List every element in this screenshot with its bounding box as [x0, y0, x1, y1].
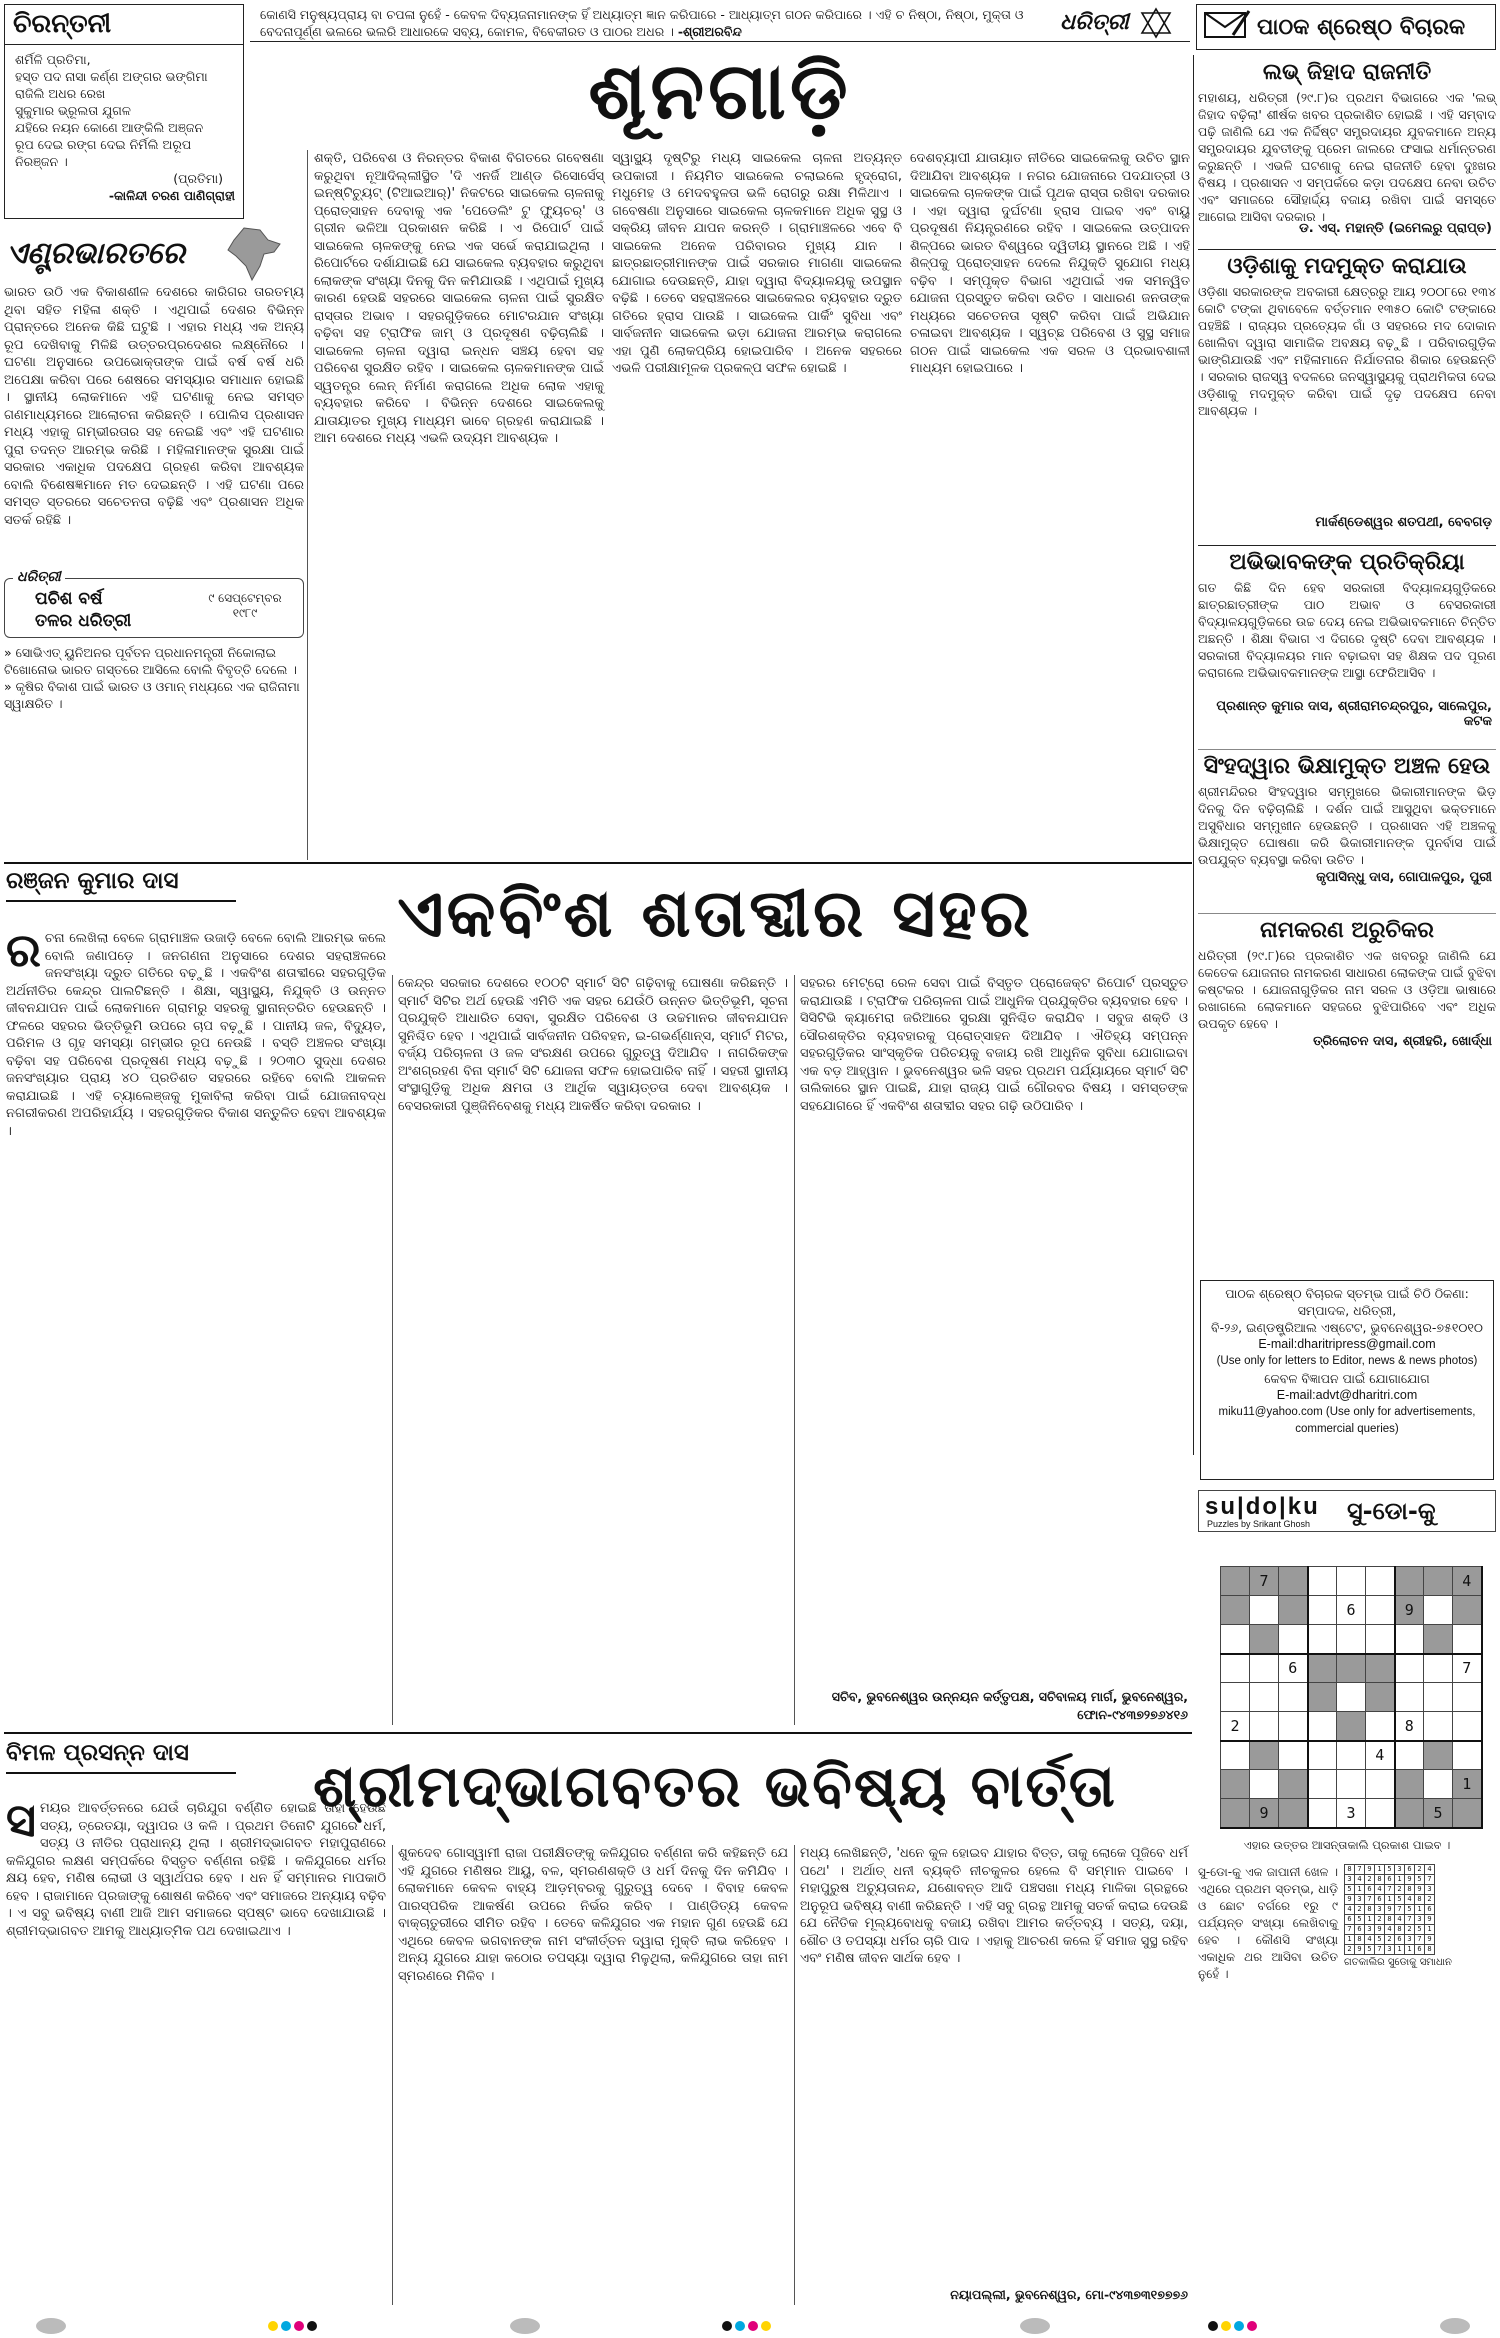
sudoku-solution-cell: 2 — [1415, 1864, 1425, 1874]
letter-body: ଓଡ଼ିଶା ସରକାରଙ୍କ ଅବକାରୀ କ୍ଷେତ୍ରରୁ ଆୟ ୨୦୦୮ରେ ୧୩୪ କୋଟି ଟଙ୍କା ଥିବାବେଳେ ବର୍ତ୍ତମାନ ୧୩୫୦ କୋଟି ଟଙ୍କାରେ ପହଞ୍ଚିଛି । ରାଜ୍ୟର ପ୍ରତ୍ୟେକ ଗାଁ ଓ ସହରରେ ମଦ ଦୋକାନ ଖୋଲିବା ଦ୍ୱାରା ସାମାଜିକ ଅବକ୍ଷୟ ବଢ଼ୁଛି । ପରିବାରଗୁଡ଼ିକ ଭାଙ୍ଗିଯାଉଛି ଏବଂ ମହିଳାମାନେ ନିର୍ଯାତନାର ଶିକାର ହେଉଛନ୍ତି । ସରକାର ରାଜସ୍ୱ ବଦଳରେ ଜନସ୍ୱାସ୍ଥ୍ୟକୁ ପ୍ରାଥମିକତା ଦେଇ ଓଡ଼ିଶାକୁ ମଦମୁକ୍ତ କରିବା ପାଇଁ ଦୃଢ଼ ପଦକ୍ଷେପ ନେବା ଆବଶ୍ୟକ । — [1198, 284, 1496, 418]
sudoku-solution-cell: 5 — [1405, 1904, 1415, 1914]
sudoku-solution-cell: 8 — [1425, 1944, 1435, 1954]
sudoku-solution-cell: 2 — [1365, 1874, 1375, 1884]
letter-sign: ପ୍ରଶାନ୍ତ କୁମାର ଦାସ, ଶ୍ରୀରାମଚନ୍ଦ୍ରପୁର, ସାଲେପୁର, କଟକ — [1216, 699, 1492, 729]
sudoku-solution-cell: 1 — [1385, 1894, 1395, 1904]
sudoku-solution-cell: 4 — [1425, 1864, 1435, 1874]
bhagabata-col-1 — [6, 1793, 386, 2305]
sudoku-solution-cell: 4 — [1355, 1874, 1365, 1884]
sudoku-solution-cell: 2 — [1345, 1944, 1355, 1954]
sudoku-solution-cell: 3 — [1385, 1944, 1395, 1954]
sudoku-rules: ସୁ-ଡୋ-କୁ ଏକ ଜାପାନୀ ଖେଳ । ଏଥିରେ ପ୍ରଥମ ସ୍ତମ୍ଭ, ଧାଡ଼ି ଓ ଛୋଟ ବର୍ଗରେ ୧ରୁ ୯ ପର୍ଯ୍ୟନ୍ତ ସଂଖ୍ୟା ଲେଖିବାକୁ ହେବ । କୌଣସି ସଂଖ୍ୟା ଏକାଧିକ ଥର ଆସିବା ଉଚିତ ନୁହେଁ । — [1198, 1864, 1338, 1981]
chirantani-poem: ଶର୍ମିଳି ପ୍ରତିମା, ହସ୍ତ ପଦ ନାସା କର୍ଣ୍ଣ ଅଙ୍ଗର ଭଙ୍ଗିମା ରାଜିଲି ଅଧର ରେଖ ସୁକୁମାର ଭ୍ରୂଲତା ଯୁଗଳ ଯହିରେ ନୟନ କୋଣେ ଆଙ୍କିଲି ଅଞ୍ଜନ ରୂପ ଦେଇ ରଙ୍ଗ ଦେଇ ନିର୍ମିଲି ଅରୂପ ନିରଞ୍ଜନ । — [15, 52, 208, 169]
sudoku-solution-cell: 7 — [1345, 1924, 1355, 1934]
sudoku-cell[interactable] — [1453, 1712, 1482, 1741]
sudoku-board-wrap — [1220, 1566, 1496, 1829]
sudoku-solution-cell: 5 — [1395, 1894, 1405, 1904]
sudoku-cell[interactable] — [1308, 1654, 1337, 1683]
sudoku-cell[interactable] — [1395, 1770, 1424, 1799]
sudoku-solution-cell: 6 — [1365, 1884, 1375, 1894]
sudoku-solution-cell: 9 — [1355, 1944, 1365, 1954]
twentyfive-years-box — [4, 569, 304, 711]
sudoku-solution-cell: 7 — [1375, 1944, 1385, 1954]
sudoku-cell[interactable] — [1424, 1770, 1453, 1799]
sudoku-cell[interactable] — [1337, 1712, 1366, 1741]
sudoku-solution-cell: 5 — [1415, 1924, 1425, 1934]
sudoku-cell[interactable] — [1250, 1596, 1279, 1625]
shunagadi-col-2 — [612, 150, 902, 860]
sudoku-solution-cell: 9 — [1365, 1864, 1375, 1874]
sudoku-solution-cell: 9 — [1425, 1934, 1435, 1944]
letter-body: ଶ୍ରୀମନ୍ଦିରର ସିଂହଦ୍ୱାର ସମ୍ମୁଖରେ ଭିକାରୀମାନଙ୍କ ଭିଡ଼ ଦିନକୁ ଦିନ ବଢ଼ିଚାଲିଛି । ଦର୍ଶନ ପାଇଁ ଆସୁଥିବା ଭକ୍ତମାନେ ଅସୁବିଧାର ସମ୍ମୁଖୀନ ହେଉଛନ୍ତି । ପ୍ରଶାସନ ଏହି ଅଞ୍ଚଳକୁ ଭିକ୍ଷାମୁକ୍ତ ଘୋଷଣା କରି ଭିକାରୀମାନଙ୍କ ପୁନର୍ବାସ ପାଇଁ ଉପଯୁକ୍ତ ବ୍ୟବସ୍ଥା କରିବା ଉଚିତ । — [1198, 784, 1496, 867]
sudoku-cell[interactable] — [1424, 1654, 1453, 1683]
sudoku-solution-cell: 9 — [1425, 1914, 1435, 1924]
ekabimsha-col-3-text: ସହରର ମେଟ୍ରୋ ରେଳ ସେବା ପାଇଁ ବିସ୍ତୃତ ପ୍ରୋଜେକ୍ଟ ରିପୋର୍ଟ ପ୍ରସ୍ତୁତ କରାଯାଉଛି । ଟ୍ରାଫିକ ପରିଚାଳନା ପାଇଁ ଆଧୁନିକ ପ୍ରଯୁକ୍ତିର ବ୍ୟବହାର ହେବ । ସିସିଟିଭି କ୍ୟାମେରା ଜରିଆରେ ସୁରକ୍ଷା ସୁନିଶ୍ଚିତ କରାଯିବ । ସବୁଜ ଶକ୍ତି ଓ ସୌରଶକ୍ତିର ବ୍ୟବହାରକୁ ପ୍ରୋତ୍ସାହନ ଦିଆଯିବ । ଐତିହ୍ୟ ସମ୍ପନ୍ନ ସହରଗୁଡ଼ିକର ସାଂସ୍କୃତିକ ପରିଚୟକୁ ବଜାୟ ରଖି ଆଧୁନିକ ସୁବିଧା ଯୋଗାଇବା ଏକ ବଡ଼ ଆହ୍ୱାନ । ଭୁବନେଶ୍ୱର ଭଳି ସହର ପ୍ରଥମ ପର୍ଯ୍ୟାୟରେ ସ୍ମାର୍ଟ ସିଟି ତାଲିକାରେ ସ୍ଥାନ ପାଇଛି, ଯାହା ରାଜ୍ୟ ପାଇଁ ଗୌରବର ବିଷୟ । ସମସ୍ତଙ୍କ ସହଯୋଗରେ ହିଁ ଏକବିଂଶ ଶତାବ୍ଦୀର ସହର ଗଢ଼ି ଉଠିପାରିବ । — [800, 976, 1188, 1114]
letter-title: ଲଭ୍ ଜିହାଦ ରାଜନୀତି — [1262, 60, 1432, 85]
sudoku-solution-cell: 4 — [1375, 1884, 1385, 1894]
sudoku-solution-cell: 1 — [1375, 1864, 1385, 1874]
sudoku-cell[interactable] — [1250, 1741, 1279, 1770]
sudoku-cell[interactable] — [1308, 1799, 1337, 1828]
sudoku-cell[interactable] — [1250, 1625, 1279, 1654]
sudoku-cell[interactable] — [1337, 1654, 1366, 1683]
sudoku-solution-cell: 3 — [1355, 1894, 1365, 1904]
sudoku-cell[interactable] — [1366, 1654, 1395, 1683]
sudoku-cell[interactable]: 3 — [1337, 1799, 1366, 1828]
sudoku-cell[interactable] — [1279, 1625, 1308, 1654]
bhagabata-col-2-text: ଶୁକଦେବ ଗୋସ୍ୱାମୀ ରାଜା ପରୀକ୍ଷିତଙ୍କୁ କଳିଯୁଗର ବର୍ଣ୍ଣନା କରି କହିଛନ୍ତି ଯେ ଏହି ଯୁଗରେ ମଣିଷର ଆୟୁ, ବଳ, ସ୍ମରଣଶକ୍ତି ଓ ଧର୍ମ ଦିନକୁ ଦିନ କମିଯିବ । ଲୋକମାନେ କେବଳ ବାହ୍ୟ ଆଡ଼ମ୍ବରକୁ ଗୁରୁତ୍ୱ ଦେବେ । ବିବାହ କେବଳ ପାରସ୍ପରିକ ଆକର୍ଷଣ ଉପରେ ନିର୍ଭର କରିବ । ପାଣ୍ଡିତ୍ୟ କେବଳ ବାକ୍‌ଚାତୁରୀରେ ସୀମିତ ରହିବ । ତେବେ କଳିଯୁଗର ଏକ ମହାନ ଗୁଣ ହେଉଛି ଯେ ଏଥିରେ କେବଳ ଭଗବାନଙ୍କ ନାମ ସଂକୀର୍ତ୍ତନ ଦ୍ୱାରା ମୁକ୍ତି ଲାଭ କରିହେବ । ଅନ୍ୟ ଯୁଗରେ ଯାହା କଠୋର ତପସ୍ୟା ଦ୍ୱାରା ମିଳୁଥିଲା, କଳିଯୁଗରେ ତାହା ନାମ ସ୍ମରଣରେ ମିଳିବ । — [398, 1846, 788, 1984]
shunagadi-headline: ଶୂନଗାଡ଼ି — [588, 47, 852, 137]
letter-body: ଧରିତ୍ରୀ (୨୯.୮)ରେ ପ୍ରକାଶିତ ଏକ ଖବରରୁ ଜାଣିଲି ଯେ କେତେକ ଯୋଜନାର ନାମକରଣ ସାଧାରଣ ଲୋକଙ୍କ ପାଇଁ ବୁଝିବା କଷ୍ଟକର । ଯୋଜନାଗୁଡ଼ିକର ନାମ ସରଳ ଓ ଓଡ଼ିଆ ଭାଷାରେ ରଖାଗଲେ ଲୋକମାନେ ସହଜରେ ବୁଝିପାରିବେ ଏବଂ ଅଧିକ ଉପକୃତ ହେବେ । — [1198, 948, 1496, 1031]
sudoku-solution-cell: 9 — [1375, 1924, 1385, 1934]
shunagadi-col-1-text: ଶକ୍ତି, ପରିବେଶ ଓ ନିରନ୍ତର ବିକାଶ ବିଗତରେ ଗବେଷଣା କରୁଥିବା ନୂଆଦିଲ୍ଲୀସ୍ଥିତ 'ଦି ଏନର୍ଜି ଆଣ୍ଡ ରିସୋର୍ସେସ୍ ଇନ୍‌ଷ୍ଟିଚ୍ୟୁଟ୍ (ଟିଆଇଆର୍)' ନିକଟରେ ସାଇକେଲ ଚାଳନାକୁ ପ୍ରୋତ୍ସାହନ ଦେବାକୁ ଏକ 'ପେଡେଲିଂ ଟୁ ଫ୍ୟୁଚର୍' ଓ ଗ୍ରୀନ ଭଳିଆ ପ୍ରକାଶନ କରିଛି । ଏ ରିପୋର୍ଟ ପାଇଁ ସାଇକେଲ ଚାଳକଙ୍କୁ ନେଇ ଏକ ସର୍ଭେ କରାଯାଇଥିଲା । ରିପୋର୍ଟରେ ଦର୍ଶାଯାଇଛି ଯେ ସାଇକେଲ ବ୍ୟବହାର କରୁଥିବା ଲୋକଙ୍କ ସଂଖ୍ୟା ଦିନକୁ ଦିନ କମିଯାଉଛି । ଏଥିପାଇଁ ମୁଖ୍ୟ କାରଣ ହେଉଛି ସହରରେ ସାଇକେଲ ଚାଳନା ପାଇଁ ସୁରକ୍ଷିତ ରାସ୍ତାର ଅଭାବ । ସହରଗୁଡ଼ିକରେ ମୋଟରଯାନ ସଂଖ୍ୟା ବଢ଼ିବା ସହ ଟ୍ରାଫିକ ଜାମ୍ ଓ ପ୍ରଦୂଷଣ ବଢ଼ିଚାଲିଛି । ସାଇକେଲ ଚାଳନା ଦ୍ୱାରା ଇନ୍ଧନ ସଞ୍ଚୟ ହେବା ସହ ପରିବେଶ ସୁରକ୍ଷିତ ରହିବ । ସାଇକେଲ ଚାଳକମାନଙ୍କ ପାଇଁ ସ୍ୱତନ୍ତ୍ର ଲେନ୍ ନିର୍ମାଣ କରାଗଲେ ଅଧିକ ଲୋକ ଏହାକୁ ବ୍ୟବହାର କରିବେ । ବିଭିନ୍ନ ଦେଶରେ ସାଇକେଲକୁ ଯାତାୟାତର ମୁଖ୍ୟ ମାଧ୍ୟମ ଭାବେ ଗ୍ରହଣ କରାଯାଇଛି । ଆମ ଦେଶରେ ମଧ୍ୟ ଏଭଳି ଉଦ୍ୟମ ଆବଶ୍ୟକ । — [314, 151, 604, 446]
sudoku-cell[interactable] — [1221, 1799, 1250, 1828]
contact-addr1: ସମ୍ପାଦକ, ଧରିତ୍ରୀ, — [1297, 1303, 1397, 1318]
sudoku-solution-cell: 7 — [1425, 1874, 1435, 1884]
letter — [1198, 918, 1496, 1068]
sudoku-solution-cell: 5 — [1385, 1864, 1395, 1874]
sudoku-cell[interactable] — [1279, 1770, 1308, 1799]
sudoku-cell[interactable] — [1366, 1625, 1395, 1654]
sudoku-solution-cell: 9 — [1415, 1884, 1425, 1894]
sudoku-solution-cell: 5 — [1345, 1884, 1355, 1894]
sudoku-solution-cell: 3 — [1395, 1864, 1405, 1874]
twentyfive-line1: ପଚିଶ ବର୍ଷ — [35, 589, 103, 609]
bhagabata-col-3-text: ମଧ୍ୟ ଲେଖିଛନ୍ତି, 'ଧନେ କୁଳ ହୋଇବ ଯାହାର ବିତ୍ତ, ତାକୁ ଲୋକେ ପୂଜିବେ ଧର୍ମ ପଥେ' । ଅର୍ଥାତ୍ ଧନୀ ବ୍ୟକ୍ତି ନୀଚକୁଳର ହେଲେ ବି ସମ୍ମାନ ପାଇବେ । ମହାପୁରୁଷ ଅଚ୍ୟୁତାନନ୍ଦ, ଯଶୋବନ୍ତ ଆଦି ପଞ୍ଚସଖା ମଧ୍ୟ ମାଳିକା ଗ୍ରନ୍ଥରେ ଅନୁରୂପ ଭବିଷ୍ୟ ବାଣୀ କରିଛନ୍ତି । ଏହି ସବୁ ଗ୍ରନ୍ଥ ଆମକୁ ସତର୍କ କରାଇ ଦେଉଛି ଯେ ନୈତିକ ମୂଲ୍ୟବୋଧକୁ ବଜାୟ ରଖିବା ଆମର କର୍ତ୍ତବ୍ୟ । ସତ୍ୟ, ଦୟା, ଶୌଚ ଓ ତପସ୍ୟା ଧର୍ମର ଚାରି ପାଦ । ଏହାକୁ ଆଚରଣ କଲେ ହିଁ ସମାଜ ସୁସ୍ଥ ରହିବ ଏବଂ ମଣିଷ ଜୀବନ ସାର୍ଥକ ହେବ । — [800, 1846, 1188, 1966]
shunagadi-col-2-text: ସ୍ୱାସ୍ଥ୍ୟ ଦୃଷ୍ଟିରୁ ମଧ୍ୟ ସାଇକେଲ ଚାଳନା ଅତ୍ୟନ୍ତ ଉପକାରୀ । ନିୟମିତ ସାଇକେଲ ଚଲାଇଲେ ହୃଦ୍‌ରୋଗ, ମଧୁମେହ ଓ ମେଦବହୁଳତା ଭଳି ରୋଗରୁ ରକ୍ଷା ମିଳିଥାଏ । ଗବେଷଣା ଅନୁସାରେ ସାଇକେଲ ଚାଳକମାନେ ଅଧିକ ସୁସ୍ଥ ଓ ସକ୍ରିୟ ଜୀବନ ଯାପନ କରନ୍ତି । ଗ୍ରାମାଞ୍ଚଳରେ ଏବେ ବି ସାଇକେଲ ଅନେକ ପରିବାରର ମୁଖ୍ୟ ଯାନ । ଛାତ୍ରଛାତ୍ରୀମାନଙ୍କ ପାଇଁ ସରକାର ମାଗଣା ସାଇକେଲ ଯୋଗାଇ ଦେଉଛନ୍ତି, ଯାହା ଦ୍ୱାରା ବିଦ୍ୟାଳୟକୁ ଉପସ୍ଥାନ ବଢ଼ିଛି । ତେବେ ସହରାଞ୍ଚଳରେ ସାଇକେଲର ବ୍ୟବହାର ଦ୍ରୁତ ଗତିରେ ହ୍ରାସ ପାଉଛି । ସାଇକେଲ ପାର୍କିଂ ସୁବିଧା ଏବଂ ସାର୍ବଜନୀନ ସାଇକେଲ ଭଡ଼ା ଯୋଜନା ଆରମ୍ଭ କରାଗଲେ ଏହା ପୁଣି ଲୋକପ୍ରିୟ ହୋଇପାରିବ । ଅନେକ ସହରରେ ଏଭଳି ପରୀକ୍ଷାମୂଳକ ପ୍ରକଳ୍ପ ସଫଳ ହୋଇଛି । — [612, 151, 902, 376]
envelope-icon — [1203, 9, 1251, 45]
letter-title: ଓଡ଼ିଶାକୁ ମଦମୁକ୍ତ କରାଯାଉ — [1227, 254, 1467, 279]
sudoku-solution-cell: 3 — [1405, 1934, 1415, 1944]
sudoku-cell[interactable] — [1308, 1596, 1337, 1625]
sudoku-cell[interactable] — [1221, 1741, 1250, 1770]
sudoku-cell[interactable] — [1424, 1567, 1453, 1596]
sudoku-solution-cell: 1 — [1355, 1884, 1365, 1894]
reader-box-title: ପାଠକ ଶ୍ରେଷ୍ଠ ବିଚାରକ — [1257, 14, 1466, 40]
sudoku-cell[interactable] — [1279, 1596, 1308, 1625]
sudoku-header — [1198, 1490, 1496, 1532]
sudoku-cell[interactable]: 1 — [1453, 1770, 1482, 1799]
sudoku-cell[interactable]: 9 — [1250, 1799, 1279, 1828]
sudoku-cell[interactable] — [1453, 1596, 1482, 1625]
sudoku-solution-cell: 2 — [1375, 1914, 1385, 1924]
sudoku-cell[interactable] — [1308, 1770, 1337, 1799]
bhagabata-sign: ନୟାପଲ୍ଲୀ, ଭୁବନେଶ୍ୱର, ମୋ-୯୪୩୭୩୧୭୭୭୬ — [950, 2287, 1188, 2302]
chirantani-poet: -କାଳିନ୍ଦୀ ଚରଣ ପାଣିଗ୍ରାହୀ — [108, 188, 235, 203]
bhagabata-dropcap: ସ — [6, 1793, 36, 1847]
sudoku-solution-cell: 9 — [1405, 1874, 1415, 1884]
sudoku-cell[interactable] — [1366, 1683, 1395, 1712]
letter-sign: ତ୍ରିଲୋଚନ ଦାସ, ଶ୍ରୀହରି, ଖୋର୍ଦ୍ଧା — [1313, 1034, 1492, 1049]
ekabimsha-signature — [800, 1688, 1188, 1726]
sudoku-cell[interactable] — [1366, 1799, 1395, 1828]
contact-addr2: ବି-୨୬, ଇଣ୍ଡଷ୍ଟ୍ରିଆଲ ଏଷ୍ଟେଟ, ଭୁବନେଶ୍ୱର-୭୫୧୦୧୦ — [1211, 1320, 1483, 1335]
sudoku-cell[interactable] — [1308, 1741, 1337, 1770]
contact-email1-note: (Use only for letters to Editor, news & news photos) — [1216, 1355, 1478, 1367]
sudoku-cell[interactable] — [1424, 1596, 1453, 1625]
chevron-right-icon: » — [4, 679, 16, 694]
sudoku-solution-cell: 7 — [1365, 1894, 1375, 1904]
sudoku-solution-cell: 7 — [1395, 1904, 1405, 1914]
sudoku-cell[interactable]: 9 — [1395, 1596, 1424, 1625]
ekabimsha-author: ରଞ୍ଜନ କୁମାର ଦାସ — [6, 868, 236, 902]
sudoku-bottom — [1198, 1864, 1496, 1983]
sudoku-cell[interactable] — [1308, 1712, 1337, 1741]
chevron-right-icon: » — [4, 645, 16, 660]
sudoku-cell[interactable] — [1279, 1741, 1308, 1770]
sudoku-solution-cell: 2 — [1385, 1934, 1395, 1944]
sudoku-solution-cell: 3 — [1345, 1874, 1355, 1884]
sudoku-caption: ଏହାର ଉତ୍ତର ଆସନ୍ତାକାଲି ପ୍ରକାଶ ପାଇବ । — [1243, 1837, 1451, 1852]
sudoku-prev — [1344, 1864, 1452, 1983]
contact-box — [1200, 1280, 1494, 1480]
sudoku-solution-cell: 6 — [1395, 1934, 1405, 1944]
sudoku-cell[interactable] — [1337, 1741, 1366, 1770]
sudoku-cell[interactable] — [1221, 1683, 1250, 1712]
sudoku-cell[interactable] — [1395, 1625, 1424, 1654]
chirantani-title: ଚିରନ୍ତନୀ — [5, 5, 243, 45]
sudoku-cell[interactable] — [1366, 1770, 1395, 1799]
sudoku-cell[interactable] — [1395, 1799, 1424, 1828]
ekabimsha-sign: ସଚିବ, ଭୁବନେଶ୍ୱର ଉନ୍ନୟନ କର୍ତ୍ତୃପକ୍ଷ, ସଚିବାଳୟ ମାର୍ଗ, ଭୁବନେଶ୍ୱର, — [831, 1689, 1188, 1704]
letter-body: ମହାଶୟ, ଧରିତ୍ରୀ (୨୯.୮)ର ପ୍ରଥମ ବିଭାଗରେ ଏକ 'ଲଭ୍ ଜିହାଦ ବଢ଼ିଲା' ଶୀର୍ଷକ ଖବର ପ୍ରକାଶିତ ହୋଇଛି । ଏହି ସମ୍ବାଦ ପଢ଼ି ଜାଣିଲି ଯେ ଏକ ନିର୍ଦ୍ଦିଷ୍ଟ ସମ୍ପ୍ରଦାୟର ଯୁବକମାନେ ଅନ୍ୟ ସମ୍ପ୍ରଦାୟର ଯୁବତୀଙ୍କୁ ପ୍ରେମ ଜାଲରେ ଫସାଇ ଧର୍ମାନ୍ତରଣ କରୁଛନ୍ତି । ଏଭଳି ଘଟଣାକୁ ନେଇ ରାଜନୀତି ହେବା ଦୁଃଖର ବିଷୟ । ପ୍ରଶାସନ ଏ ସମ୍ପର୍କରେ କଡ଼ା ପଦକ୍ଷେପ ନେବା ଉଚିତ ଏବଂ ସମାଜରେ ସୌହାର୍ଦ୍ଦ୍ୟ ବଜାୟ ରଖିବା ପାଇଁ ସମସ୍ତେ ଆଗେଇ ଆସିବା ଦରକାର । — [1198, 90, 1496, 224]
bharat-title: ଏଣ୍ଟ୍ରଭାରତରେ — [6, 236, 185, 271]
sudoku-cell[interactable] — [1221, 1770, 1250, 1799]
sudoku-cell[interactable] — [1366, 1712, 1395, 1741]
sudoku-cell[interactable] — [1221, 1596, 1250, 1625]
sudoku-board[interactable] — [1220, 1566, 1483, 1829]
ekabimsha-headline: ଏକବିଂଶ ଶତାବ୍ଦୀର ସହର — [397, 875, 1033, 952]
sudoku-cell[interactable] — [1395, 1567, 1424, 1596]
reader-box-header — [1196, 4, 1496, 50]
letter-body: ଗତ କିଛି ଦିନ ହେବ ସରକାରୀ ବିଦ୍ୟାଳୟଗୁଡ଼ିକରେ ଛାତ୍ରଛାତ୍ରୀଙ୍କ ପାଠ ଅଭାବ ଓ ବେସରକାରୀ ବିଦ୍ୟାଳୟଗୁଡ଼ିକରେ ଉଚ୍ଚ ଦେୟ ନେଇ ଅଭିଭାବକମାନେ ଚିନ୍ତିତ ଅଛନ୍ତି । ଶିକ୍ଷା ବିଭାଗ ଏ ଦିଗରେ ଦୃଷ୍ଟି ଦେବା ଆବଶ୍ୟକ । ସରକାରୀ ବିଦ୍ୟାଳୟର ମାନ ବଢ଼ାଇବା ସହ ଶିକ୍ଷକ ପଦ ପୂରଣ କରାଗଲେ ଅଭିଭାବକମାନଙ୍କ ଆସ୍ଥା ଫେରିଆସିବ । — [1198, 580, 1496, 680]
ekabimsha-phone: ଫୋନ-୯୪୩୭୨୭୬୪୧୬ — [1077, 1707, 1188, 1722]
sudoku-solution-cell: 9 — [1345, 1894, 1355, 1904]
sudoku-cell[interactable] — [1250, 1654, 1279, 1683]
sudoku-cell[interactable] — [1337, 1625, 1366, 1654]
sudoku-cell[interactable] — [1308, 1683, 1337, 1712]
sudoku-cell[interactable] — [1279, 1799, 1308, 1828]
shunagadi-col-3 — [910, 150, 1190, 860]
sudoku-solution-cell: 1 — [1395, 1874, 1405, 1884]
sudoku-cell[interactable]: 7 — [1250, 1567, 1279, 1596]
letter — [1198, 550, 1496, 750]
sudoku-solution-cell: 3 — [1415, 1914, 1425, 1924]
sudoku-cell[interactable]: 5 — [1424, 1799, 1453, 1828]
sudoku-solution-cell: 2 — [1425, 1894, 1435, 1904]
quote-text: କୋଣସି ମନୁଷ୍ୟପ୍ରାୟ ବା ଚପଳା ନୁହେଁ - କେବଳ ଦିବ୍ୟଜନାମାନଙ୍କ ହିଁ ଅଧ୍ୟାତ୍ମ ଜ୍ଞାନ କରିପାରେ - ଆଧ୍ୟାତ୍ମ ଗଠନ କରିପାରେ । ଏହି ଚ ନିଷ୍ଠା, ନିଷ୍ଠା, ମୁକ୍ତା ଓ ବେଦନାପୂର୍ଣ୍ଣ ଭଲରେ ଭଲରି ଆଧାରକେ ସବ୍ୟ, କୋମଳ, ବିବେକୀରତ ଓ ପାଠର ଅଧର । -ଶ୍ରୀଅରବିନ୍ଦ — [260, 7, 1024, 39]
sudoku-solution-cell: 4 — [1345, 1904, 1355, 1914]
sudoku-solution-cell: 7 — [1415, 1934, 1425, 1944]
sudoku-solution-cell: 1 — [1345, 1934, 1355, 1944]
contact-email1[interactable]: E-mail:dharitripress@gmail.com — [1258, 1337, 1436, 1351]
letter-title: ଅଭିଭାବକଙ୍କ ପ୍ରତିକ୍ରିୟା — [1229, 550, 1465, 575]
letter-title: ସିଂହଦ୍ୱାର ଭିକ୍ଷାମୁକ୍ତ ଅଞ୍ଚଳ ହେଉ — [1203, 754, 1491, 779]
sudoku-solution-cell: 8 — [1395, 1924, 1405, 1934]
sudoku-solution-cell: 4 — [1365, 1934, 1375, 1944]
sudoku-cell[interactable] — [1337, 1770, 1366, 1799]
sudoku-cell[interactable] — [1424, 1625, 1453, 1654]
sudoku-cell[interactable] — [1221, 1654, 1250, 1683]
sudoku-cell[interactable] — [1424, 1741, 1453, 1770]
sudoku-cell[interactable] — [1279, 1683, 1308, 1712]
ekabimsha-col-1 — [6, 923, 386, 1725]
ekabimsha-dropcap: ର — [6, 923, 41, 977]
sudoku-cell[interactable] — [1337, 1567, 1366, 1596]
letter — [1198, 254, 1496, 546]
twentyfive-line2: ତଳର ଧରିତ୍ରୀ — [35, 611, 132, 631]
sudoku-solution-cell: 1 — [1405, 1944, 1415, 1954]
shunagadi-col-3-text: ଦେଶବ୍ୟାପୀ ଯାତାୟାତ ନୀତିରେ ସାଇକେଲକୁ ଉଚିତ ସ୍ଥାନ ଦିଆଯିବା ଆବଶ୍ୟକ । ନଗର ଯୋଜନାରେ ପଦଯାତ୍ରୀ ଓ ସାଇକେଲ ଚାଳକଙ୍କ ପାଇଁ ପୃଥକ ରାସ୍ତା ରଖିବା ଦରକାର । ଏହା ଦ୍ୱାରା ଦୁର୍ଘଟଣା ହ୍ରାସ ପାଇବ ଏବଂ ବାୟୁ ପ୍ରଦୂଷଣ ନିୟନ୍ତ୍ରଣରେ ରହିବ । ସାଇକେଲ ଉତ୍ପାଦନ ଶିଳ୍ପରେ ଭାରତ ବିଶ୍ୱରେ ଦ୍ୱିତୀୟ ସ୍ଥାନରେ ଅଛି । ଏହି ଶିଳ୍ପକୁ ପ୍ରୋତ୍ସାହନ ଦେଲେ ନିଯୁକ୍ତି ସୁଯୋଗ ମଧ୍ୟ ବଢ଼ିବ । ସମ୍ପୃକ୍ତ ବିଭାଗ ଏଥିପାଇଁ ଏକ ସମନ୍ୱିତ ଯୋଜନା ପ୍ରସ୍ତୁତ କରିବା ଉଚିତ । ସାଧାରଣ ଜନତାଙ୍କ ମଧ୍ୟରେ ସଚେତନତା ସୃଷ୍ଟି କରିବା ପାଇଁ ଅଭିଯାନ ଚଳାଇବା ଆବଶ୍ୟକ । ସ୍ୱଚ୍ଛ ପରିବେଶ ଓ ସୁସ୍ଥ ସମାଜ ଗଠନ ପାଇଁ ସାଇକେଲ ଏକ ସରଳ ଓ ପ୍ରଭାବଶାଳୀ ମାଧ୍ୟମ ହୋଇପାରେ । — [910, 151, 1190, 376]
sudoku-solution-cell: 3 — [1365, 1924, 1375, 1934]
sudoku-cell[interactable]: 4 — [1453, 1567, 1482, 1596]
letter-sign: ମାର୍କଣ୍ଡେଶ୍ୱର ଶତପଥୀ, ବେବଗଡ଼ — [1315, 515, 1492, 530]
sudoku-solution-cell: 6 — [1345, 1914, 1355, 1924]
sudoku-cell[interactable] — [1308, 1567, 1337, 1596]
sudoku-solution-cell: 5 — [1355, 1914, 1365, 1924]
sudoku-solution-cell: 3 — [1425, 1884, 1435, 1894]
bharat-body-text: ଭାରତ ଉଠି ଏକ ବିକାଶଶୀଳ ଦେଶରେ କାରିଗର ତାରତମ୍ୟ ଥିବା ସହିତ ମହିଳା ଶକ୍ତି । ଏଥିପାଇଁ ଦେଶର ବିଭିନ୍ନ ପ୍ରାନ୍ତରେ ଅନେକ କିଛି ଘଟୁଛି । ଏହାର ମଧ୍ୟ ଏକ ଅନ୍ୟ ରୂପ ଦେଖିବାକୁ ମିଳିଛି ଉତ୍ତରପ୍ରଦେଶର ଲକ୍ଷ୍ନୌରେ । ଘଟଣା ଅନୁସାରେ ଉପଭୋକ୍ତାଙ୍କ ପାଇଁ ବର୍ଷ ବର୍ଷ ଧରି ଅପେକ୍ଷା କରିବା ପରେ ଶେଷରେ ସମସ୍ୟାର ସମାଧାନ ହୋଇଛି । ସ୍ଥାନୀୟ ଲୋକମାନେ ଏହି ଘଟଣାକୁ ନେଇ ସମସ୍ତ ଗଣମାଧ୍ୟମରେ ଆଲୋଚନା କରିଛନ୍ତି । ପୋଲିସ ପ୍ରଶାସନ ମଧ୍ୟ ଏହାକୁ ଗମ୍ଭୀରତାର ସହ ନେଇଛି ଏବଂ ଏହି ଘଟଣାର ପୁରା ତଦନ୍ତ ଆରମ୍ଭ କରିଛି । ମହିଳାମାନଙ୍କ ସୁରକ୍ଷା ପାଇଁ ସରକାର ଏକାଧିକ ପଦକ୍ଷେପ ଗ୍ରହଣ କରିବା ଆବଶ୍ୟକ ବୋଲି ବିଶେଷଜ୍ଞମାନେ ମତ ଦେଇଛନ୍ତି । ଏହି ଘଟଣା ପରେ ସମସ୍ତ ସ୍ତରରେ ସଚେତନତା ବଢ଼ିଛି ଏବଂ ପ୍ରଶାସନ ଅଧିକ ସତର୍କ ରହିଛି । — [4, 285, 304, 528]
star-emblem-icon — [1140, 8, 1172, 42]
letters-column — [1198, 56, 1496, 1276]
bhagabata-author: ବିମଳ ପ୍ରସନ୍ନ ଦାସ — [6, 1740, 236, 1774]
contact-email3[interactable]: miku11@yahoo.com (Use only for advertisements, commercial queries) — [1218, 1406, 1476, 1435]
sudoku-solution-cell: 5 — [1365, 1944, 1375, 1954]
sudoku-solution-cell: 5 — [1375, 1934, 1385, 1944]
sudoku-brand: su|do|ku — [1205, 1493, 1320, 1520]
sudoku-cell[interactable] — [1395, 1741, 1424, 1770]
sudoku-solution-cell: 6 — [1405, 1864, 1415, 1874]
sudoku-cell[interactable] — [1366, 1596, 1395, 1625]
sudoku-solution-cell: 1 — [1415, 1904, 1425, 1914]
sudoku-cell[interactable] — [1424, 1712, 1453, 1741]
sudoku-cell[interactable] — [1337, 1683, 1366, 1712]
sudoku-solution-cell: 2 — [1405, 1924, 1415, 1934]
sudoku-solution-cell: 8 — [1385, 1914, 1395, 1924]
sudoku-solution-cell: 6 — [1385, 1874, 1395, 1884]
sudoku-cell[interactable] — [1221, 1625, 1250, 1654]
shunagadi-col-1 — [314, 150, 604, 860]
sudoku-solution-cell: 4 — [1385, 1924, 1395, 1934]
sudoku-cell[interactable] — [1395, 1683, 1424, 1712]
twentyfive-item: » କୃଷିର ବିକାଶ ପାଇଁ ଭାରତ ଓ ଓମାନ୍ ମଧ୍ୟରେ ଏକ ରାଜିନାମା ସ୍ୱାକ୍ଷରିତ । — [4, 679, 300, 711]
sudoku-solution-cell: 9 — [1385, 1904, 1395, 1914]
sudoku-cell[interactable]: 7 — [1453, 1654, 1482, 1683]
sudoku-cell[interactable] — [1453, 1683, 1482, 1712]
dharitri-logo: ଧରିତ୍ରୀ — [1060, 10, 1129, 35]
sudoku-cell[interactable]: 4 — [1366, 1741, 1395, 1770]
letter — [1198, 754, 1496, 914]
ekabimsha-col-2 — [398, 975, 788, 1725]
sudoku-solution-cell: 3 — [1375, 1904, 1385, 1914]
bharat-title-row — [4, 226, 304, 284]
sudoku-cell[interactable]: 8 — [1395, 1712, 1424, 1741]
sudoku-cell[interactable] — [1250, 1770, 1279, 1799]
sudoku-solution-cell: 8 — [1355, 1934, 1365, 1944]
ekabimsha-col-3 — [800, 975, 1188, 1685]
bhagabata-col-1-text: ମୟର ଆବର୍ତ୍ତନରେ ଯେଉଁ ଚାରିଯୁଗ ବର୍ଣ୍ଣିତ ହୋଇଛି ତାହା ହେଉଛି ସତ୍ୟ, ତ୍ରେତୟା, ଦ୍ୱାପର ଓ କଳି । ପ୍ରଥମ ତିନୋଟି ଯୁଗରେ ଧର୍ମ, ସତ୍ୟ ଓ ନୀତିର ପ୍ରାଧାନ୍ୟ ଥିଲା । ଶ୍ରୀମଦ୍‌ଭାଗବତ ମହାପୁରାଣରେ କଳିଯୁଗର ଲକ୍ଷଣ ସମ୍ପର୍କରେ ବିସ୍ତୃତ ବର୍ଣ୍ଣନା ରହିଛି । କଳିଯୁଗରେ ଧର୍ମର କ୍ଷୟ ହେବ, ମଣିଷ ଲୋଭୀ ଓ ସ୍ୱାର୍ଥପର ହେବ । ଧନ ହିଁ ସମ୍ମାନର ମାପକାଠି ହେବ । ରାଜାମାନେ ପ୍ରଜାଙ୍କୁ ଶୋଷଣ କରିବେ ଏବଂ ସମାଜରେ ଅନ୍ୟାୟ ବଢ଼ିବ । ଏ ସବୁ ଭବିଷ୍ୟ ବାଣୀ ଆଜି ଆମ ସମାଜରେ ସ୍ପଷ୍ଟ ଭାବେ ଦେଖାଯାଉଛି । ଶ୍ରୀମଦ୍‌ଭାଗବତ ଆମକୁ ଆଧ୍ୟାତ୍ମିକ ପଥ ଦେଖାଇଥାଏ । — [6, 1801, 386, 1939]
chirantani-box — [4, 4, 244, 219]
sudoku-cell[interactable]: 6 — [1279, 1654, 1308, 1683]
sudoku-solution-cell: 6 — [1425, 1904, 1435, 1914]
sudoku-solution-cell: 4 — [1395, 1914, 1405, 1924]
sudoku-cell[interactable]: 2 — [1221, 1712, 1250, 1741]
sudoku-cell[interactable] — [1453, 1799, 1482, 1828]
sudoku-solution-cell: 1 — [1395, 1944, 1405, 1954]
sudoku-cell[interactable] — [1250, 1712, 1279, 1741]
sudoku-cell[interactable] — [1395, 1654, 1424, 1683]
sudoku-solution-cell: 1 — [1425, 1924, 1435, 1934]
sudoku-panel — [1198, 1490, 1496, 2310]
sudoku-byline: Puzzles by Srikant Ghosh — [1207, 1519, 1311, 1529]
sudoku-solution-cell: 6 — [1375, 1894, 1385, 1904]
sudoku-cell[interactable] — [1308, 1625, 1337, 1654]
twentyfive-item: » ସୋଭିଏତ୍ ୟୁନିଅନର ପୂର୍ବତନ ପ୍ରଧାନମନ୍ତ୍ରୀ ନିକୋଲାଇ ଟିଖୋନୋଭ ଭାରତ ଗସ୍ତରେ ଆସିଲେ ବୋଲି ବିବୃତ୍ତି ଦେଲେ । — [4, 645, 297, 677]
sudoku-solution-cell: 8 — [1365, 1904, 1375, 1914]
sudoku-solution-cell: 8 — [1345, 1864, 1355, 1874]
sudoku-cell[interactable] — [1279, 1712, 1308, 1741]
sudoku-cell[interactable] — [1250, 1683, 1279, 1712]
sudoku-cell[interactable] — [1424, 1683, 1453, 1712]
sudoku-prev-caption: ଗତକାଲିର ସୁଡୋକୁ ସମାଧାନ — [1344, 1956, 1452, 1968]
sudoku-solution-cell: 7 — [1405, 1914, 1415, 1924]
letter-title: ନାମକରଣ ଅରୁଚିକର — [1260, 918, 1434, 943]
sudoku-solution-cell: 8 — [1405, 1884, 1415, 1894]
ekabimsha-col-1-text: ଚନା ଲେଖିଲା ବେଳେ ଗ୍ରାମାଞ୍ଚଳ ଉଜାଡ଼ି ବେଳେ ବୋଲି ଆରମ୍ଭ କଲେ ବୋଲି ଜଣାପଡ଼େ । ଜନଗଣନା ଅନୁସାରେ ଦେଶର ସହରାଞ୍ଚଳରେ ଜନସଂଖ୍ୟା ଦ୍ରୁତ ଗତିରେ ବଢ଼ୁଛି । ଏକବିଂଶ ଶତାବ୍ଦୀରେ ସହରଗୁଡ଼ିକ ଅର୍ଥନୀତିର କେନ୍ଦ୍ର ପାଲଟିଛନ୍ତି । ଶିକ୍ଷା, ସ୍ୱାସ୍ଥ୍ୟ, ନିଯୁକ୍ତି ଓ ଉନ୍ନତ ଜୀବନଯାପନ ପାଇଁ ଲୋକମାନେ ଗ୍ରାମରୁ ସହରକୁ ସ୍ଥାନାନ୍ତରିତ ହେଉଛନ୍ତି । ଫଳରେ ସହରର ଭିତ୍ତିଭୂମି ଉପରେ ଚାପ ବଢ଼ୁଛି । ପାନୀୟ ଜଳ, ବିଦ୍ୟୁତ, ପରିମଳ ଓ ଗୃହ ସମସ୍ୟା ଗମ୍ଭୀର ରୂପ ନେଉଛି । ବସ୍ତି ଅଞ୍ଚଳର ସଂଖ୍ୟା ବଢ଼ିବା ସହ ପରିବେଶ ପ୍ରଦୂଷଣ ମଧ୍ୟ ବଢ଼ୁଛି । ୨୦୩୦ ସୁଦ୍ଧା ଦେଶର ଜନସଂଖ୍ୟାର ପ୍ରାୟ ୪୦ ପ୍ରତିଶତ ସହରରେ ରହିବେ ବୋଲି ଆକଳନ କରାଯାଇଛି । ଏହି ଚ୍ୟାଲେଞ୍ଜକୁ ମୁକାବିଲା କରିବା ପାଇଁ ଯୋଜନାବଦ୍ଧ ନଗରୀକରଣ ଅପରିହାର୍ଯ୍ୟ । ସହରଗୁଡ଼ିକର ବିକାଶ ସନ୍ତୁଳିତ ହେବା ଆବଶ୍ୟକ । — [6, 931, 386, 1139]
letter — [1198, 60, 1496, 250]
twentyfive-logo: ଧରିତ୍ରୀ — [13, 569, 65, 585]
sudoku-solution-cell: 6 — [1355, 1924, 1365, 1934]
sudoku-cell[interactable] — [1366, 1567, 1395, 1596]
twentyfive-header — [4, 569, 304, 638]
sudoku-cell[interactable] — [1453, 1741, 1482, 1770]
sudoku-solution-cell: 8 — [1415, 1894, 1425, 1904]
sudoku-solution-cell: 8 — [1375, 1874, 1385, 1884]
bhagabata-col-3 — [800, 1845, 1188, 2285]
sudoku-cell[interactable] — [1279, 1567, 1308, 1596]
sudoku-solution-cell: 7 — [1385, 1884, 1395, 1894]
quote-strip — [250, 4, 1190, 42]
chirantani-poem-source: (ପ୍ରତିମା) — [173, 171, 223, 186]
sudoku-title: ସୁ-ଡୋ-କୁ — [1347, 1497, 1436, 1525]
bhagabata-col-2 — [398, 1845, 788, 2305]
sudoku-cell[interactable]: 6 — [1337, 1596, 1366, 1625]
letter-sign: କୃପାସିନ୍ଧୁ ଦାସ, ଗୋପାଳପୁର, ପୁରୀ — [1316, 870, 1492, 885]
contact-intro: ପାଠକ ଶ୍ରେଷ୍ଠ ବିଚାରକ ସ୍ତମ୍ଭ ପାଇଁ ଚିଠି ଠିକଣା: — [1225, 1286, 1469, 1301]
sudoku-solution-cell: 7 — [1355, 1864, 1365, 1874]
letter-sign: ଡ. ଏସ୍. ମହାନ୍ତି (ଇମେଲରୁ ପ୍ରାପ୍ତ) — [1299, 221, 1492, 236]
bhagabata-headline: ଶ୍ରୀମଦ୍‌ଭାଗବତର ଭବିଷ୍ୟ ବାର୍ତ୍ତା — [313, 1752, 1117, 1820]
india-map-icon — [224, 226, 284, 286]
sudoku-solution-cell: 6 — [1415, 1944, 1425, 1954]
sudoku-prev-solution — [1344, 1864, 1435, 1955]
twentyfive-date: ୯ ସେପ୍ଟେମ୍ବର ୧୯୮୯ — [208, 591, 282, 620]
contact-email2[interactable]: E-mail:advt@dharitri.com — [1276, 1388, 1418, 1402]
sudoku-solution-cell: 5 — [1415, 1874, 1425, 1884]
sudoku-solution-cell: 4 — [1405, 1894, 1415, 1904]
contact-ad-label: କେବଳ ବିଜ୍ଞାପନ ପାଇଁ ଯୋଗାଯୋଗ — [1264, 1371, 1430, 1386]
sudoku-cell[interactable] — [1221, 1567, 1250, 1596]
sudoku-solution-cell: 1 — [1365, 1914, 1375, 1924]
sudoku-solution-cell: 2 — [1395, 1884, 1405, 1894]
sudoku-cell[interactable] — [1453, 1625, 1482, 1654]
sudoku-solution-cell: 2 — [1355, 1904, 1365, 1914]
ekabimsha-col-2-text: କେନ୍ଦ୍ର ସରକାର ଦେଶରେ ୧୦୦ଟି ସ୍ମାର୍ଟ ସିଟି ଗଢ଼ିବାକୁ ଘୋଷଣା କରିଛନ୍ତି । ସ୍ମାର୍ଟ ସିଟିର ଅର୍ଥ ହେଉଛି ଏମିତି ଏକ ସହର ଯେଉଁଠି ଉନ୍ନତ ଭିତ୍ତିଭୂମି, ସୂଚନା ପ୍ରଯୁକ୍ତି ଆଧାରିତ ସେବା, ସୁରକ୍ଷିତ ପରିବେଶ ଓ ଉଚ୍ଚମାନର ଜୀବନଯାପନ ସୁନିଶ୍ଚିତ ହେବ । ଏଥିପାଇଁ ସାର୍ବଜନୀନ ପରିବହନ, ଇ-ଗଭର୍ଣ୍ଣାନ୍ସ, ସ୍ମାର୍ଟ ମିଟର, ବର୍ଜ୍ୟ ପରିଚାଳନା ଓ ଜଳ ସଂରକ୍ଷଣ ଉପରେ ଗୁରୁତ୍ୱ ଦିଆଯିବ । ନାଗରିକଙ୍କ ଅଂଶଗ୍ରହଣ ବିନା ସ୍ମାର୍ଟ ସିଟି ଯୋଜନା ସଫଳ ହୋଇପାରିବ ନାହିଁ । ସହରୀ ସ୍ଥାନୀୟ ସଂସ୍ଥାଗୁଡ଼ିକୁ ଅଧିକ କ୍ଷମତା ଓ ଆର୍ଥିକ ସ୍ୱାୟତ୍ତତା ଦେବା ଆବଶ୍ୟକ । ବେସରକାରୀ ପୁଞ୍ଜିନିବେଶକୁ ମଧ୍ୟ ଆକର୍ଷିତ କରିବା ଦରକାର । — [398, 976, 788, 1114]
